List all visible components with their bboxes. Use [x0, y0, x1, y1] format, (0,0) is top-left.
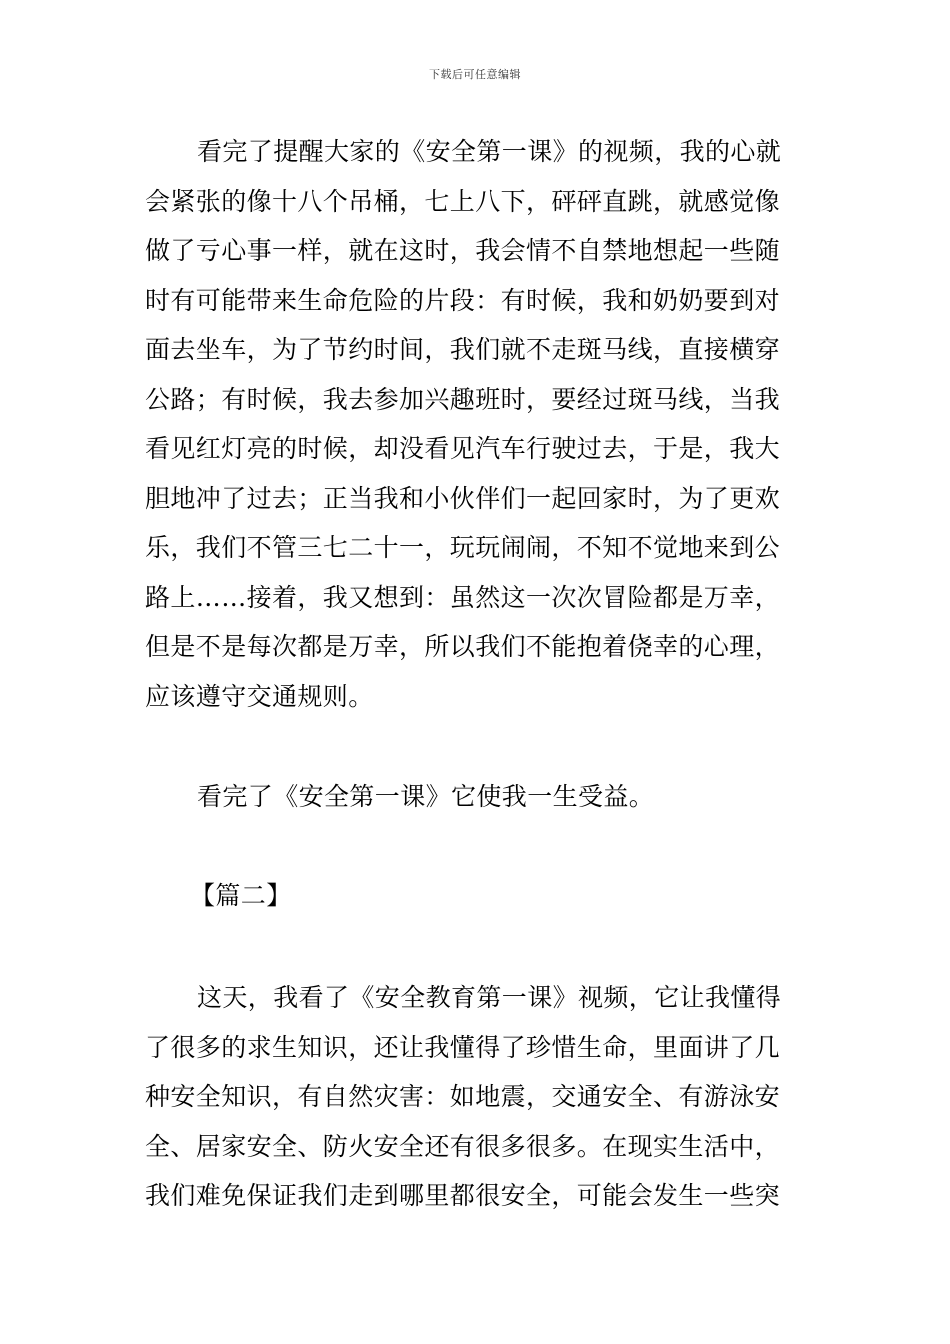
paragraph-line: 但是不是每次都是万幸，所以我们不能抱着侥幸的心理，: [145, 632, 781, 661]
paragraph-line: 路上……接着，我又想到：虽然这一次次冒险都是万幸，: [145, 582, 781, 612]
paragraph-line: 看见红灯亮的时候，却没看见汽车行驶过去，于是，我大: [145, 434, 781, 463]
section-heading: [145, 871, 807, 921]
paragraph-line: 了很多的求生知识，还让我懂得了珍惜生命，里面讲了几: [145, 1032, 781, 1062]
paragraph-line: 看完了提醒大家的《安全第一课》的视频，我的心就: [197, 137, 782, 166]
paragraph-line: 我们难免保证我们走到哪里都很安全，可能会发生一些突: [145, 1181, 781, 1210]
section-heading-text: 【篇二】: [190, 881, 292, 910]
paragraph-line: 胆地冲了过去；正当我和小伙伴们一起回家时，为了更欢: [145, 483, 781, 513]
paragraph-1: [145, 127, 807, 721]
paragraph-2: [145, 772, 807, 822]
paragraph-line: 看完了《安全第一课》它使我一生受益。: [197, 782, 655, 811]
paragraph-line: 全、居家安全、防火安全还有很多很多。在现实生活中，: [145, 1131, 781, 1161]
paragraph-line: 种安全知识，有自然灾害：如地震，交通安全、有游泳安: [145, 1082, 781, 1111]
paragraph-line: 公路；有时候，我去参加兴趣班时，要经过斑马线，当我: [145, 384, 781, 414]
paragraph-line: 面去坐车，为了节约时间，我们就不走斑马线，直接横穿: [145, 335, 781, 364]
paragraph-line: 乐，我们不管三七二十一，玩玩闹闹，不知不觉地来到公: [145, 533, 781, 562]
paragraph-line: 应该遵守交通规则。: [145, 681, 374, 711]
paragraph-line: 这天，我看了《安全教育第一课》视频，它让我懂得: [197, 983, 782, 1012]
paragraph-line: 会紧张的像十八个吊桶，七上八下，砰砰直跳，就感觉像: [145, 186, 781, 216]
paragraph-line: 时有可能带来生命危险的片段：有时候，我和奶奶要到对: [145, 285, 781, 315]
header-note: 下载后可任意编辑: [429, 68, 521, 81]
paragraph-line: 做了亏心事一样，就在这时，我会情不自禁地想起一些随: [145, 236, 781, 265]
paragraph-3: [145, 973, 807, 1221]
